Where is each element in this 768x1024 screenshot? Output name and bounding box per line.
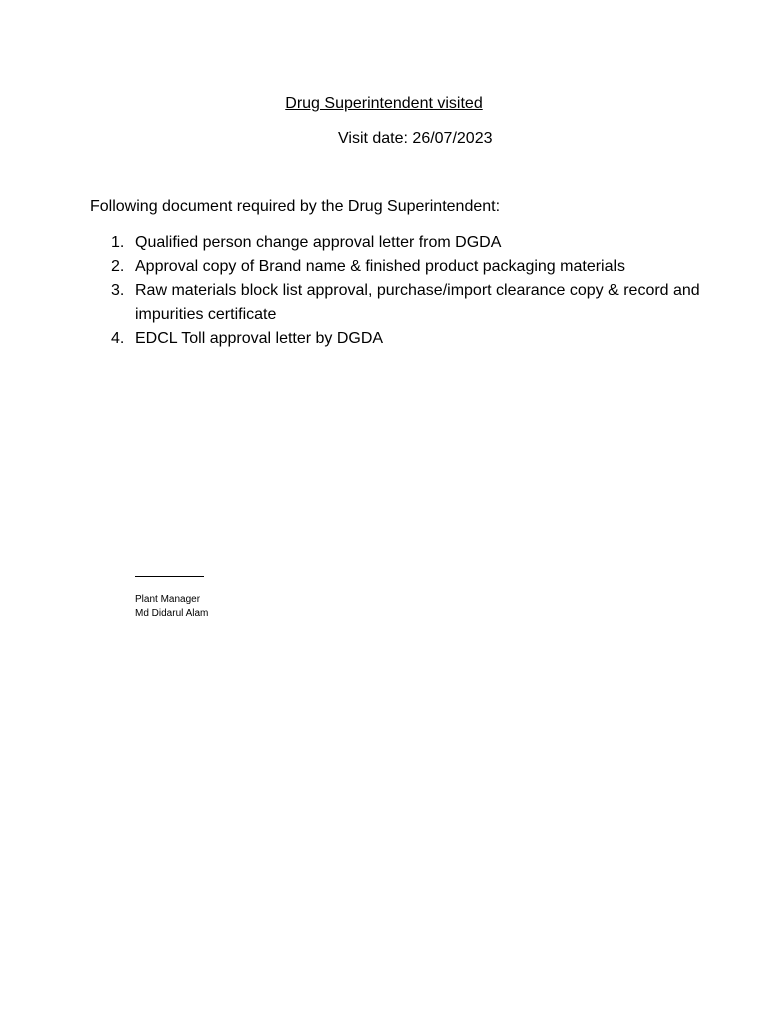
intro-text: Following document required by the Drug Superintendent: (90, 198, 501, 215)
visit-date: Visit date: 26/07/2023 (338, 130, 493, 147)
list-item-text: Qualified person change approval letter from DGDA (135, 234, 502, 251)
list-item-number: 3. (111, 282, 125, 299)
list-item (90, 327, 700, 351)
list-item-text: Approval copy of Brand name & finished product packaging materials (135, 258, 626, 275)
list-item (90, 255, 700, 279)
list-item (90, 279, 700, 327)
list-item-number: 4. (111, 330, 125, 347)
list-item-text: EDCL Toll approval letter by DGDA (135, 330, 384, 347)
document-title: Drug Superintendent visited (285, 95, 483, 112)
signature-line (135, 576, 204, 577)
list-item-text: Raw materials block list approval, purchase/import clearance copy & record and impurities certificate (135, 282, 700, 323)
list-item-number: 1. (111, 234, 125, 251)
requirements-list (90, 231, 700, 351)
list-item (90, 231, 700, 255)
signatory-role: Plant Manager (135, 594, 201, 605)
signatory-name: Md Didarul Alam (135, 608, 209, 619)
list-item-number: 2. (111, 258, 125, 275)
